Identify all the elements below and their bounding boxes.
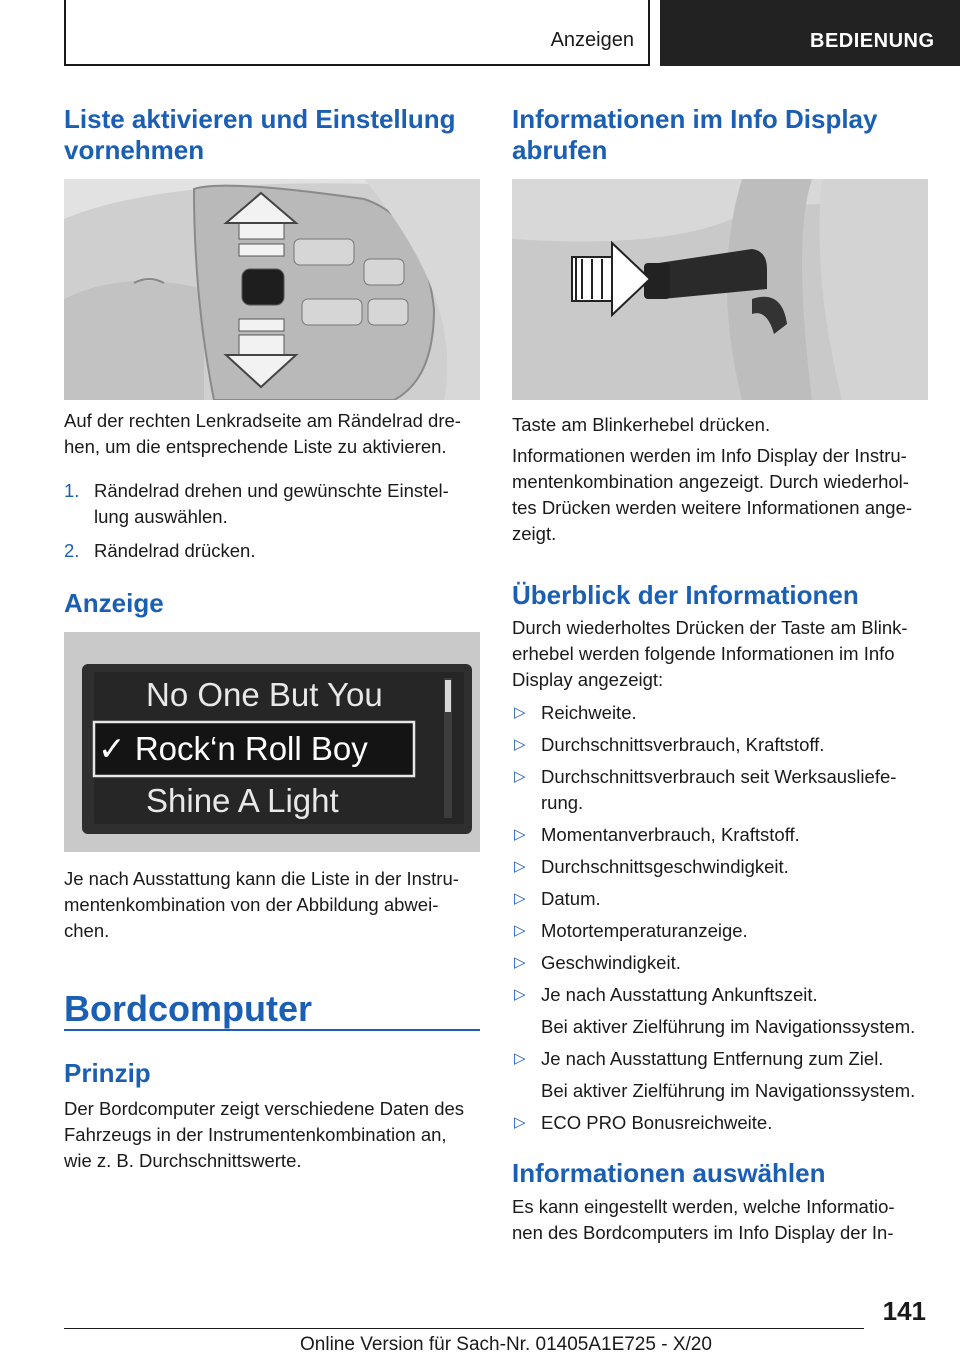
steering-wheel-figure <box>64 179 480 400</box>
triangle-bullet-icon: ▷ <box>514 1050 526 1067</box>
heading-prinzip: Prinzip <box>64 1058 151 1088</box>
display-figure <box>64 632 480 852</box>
paragraph-informationen: Informationen werden im Info Display der Instru- mentenkombination angezeigt. Durch wiederhol- tes Drücken werden weitere Informationen ange- zeigt. <box>512 445 913 544</box>
heading-info-display: Informationen im Info Display abrufen <box>512 104 878 165</box>
paragraph-taste: Taste am Blinkerhebel drücken. <box>512 414 771 435</box>
heading-rule <box>64 1029 480 1031</box>
list-item: ▷ Je nach Ausstattung Entfernung zum Ziel. <box>512 1046 928 1072</box>
info-list <box>512 700 928 1136</box>
list-item: ▷ ECO PRO Bonusreichweite. <box>512 1110 928 1136</box>
triangle-bullet-icon: ▷ <box>514 736 526 753</box>
list-item: ▷ Durchschnittsverbrauch, Kraftstoff. <box>512 732 928 758</box>
list-item: ▷ Motortemperaturanzeige. <box>512 918 928 944</box>
paragraph-lenkrad: Auf der rechten Lenkradseite am Rändelrad dre- hen, um die entsprechende Liste zu aktivieren. <box>64 410 461 457</box>
heading-ueberblick: Überblick der Informationen <box>512 580 859 610</box>
triangle-bullet-icon: ▷ <box>514 954 526 971</box>
paragraph-prinzip: Der Bordcomputer zeigt verschiedene Daten des Fahrzeugs in der Instrumentenkombination an, wie z. B. Durchschnittswerte. <box>64 1098 465 1171</box>
heading-anzeige: Anzeige <box>64 588 164 618</box>
list-item: ▷ Datum. <box>512 886 928 912</box>
triangle-bullet-icon: ▷ <box>514 826 526 843</box>
triangle-bullet-icon: ▷ <box>514 858 526 875</box>
step-item: 2. Rändelrad drücken. <box>64 540 256 561</box>
triangle-bullet-icon: ▷ <box>514 890 526 907</box>
triangle-bullet-icon: ▷ <box>514 986 526 1003</box>
steps-list <box>64 478 480 564</box>
list-item: ▷ Reichweite. <box>512 700 928 726</box>
turn-signal-lever-figure <box>512 179 928 400</box>
heading-bordcomputer: Bordcomputer <box>64 988 313 1029</box>
triangle-bullet-icon: ▷ <box>514 704 526 721</box>
heading-liste-aktivieren: Liste aktivieren und Einstellung vornehmen <box>64 104 456 165</box>
page-number: 141 <box>882 1296 926 1326</box>
heading-informationen-auswaehlen: Informationen auswählen <box>512 1158 826 1188</box>
header-chapter-tab: BEDIENUNG <box>660 0 960 66</box>
list-item: ▷ Durchschnittsverbrauch seit Werksausliefe- rung. <box>514 766 897 813</box>
triangle-bullet-icon: ▷ <box>514 768 526 785</box>
list-item: ▷ Je nach Ausstattung Ankunftszeit. <box>512 982 928 1008</box>
triangle-bullet-icon: ▷ <box>514 1114 526 1131</box>
display-item-3: Shine A Light <box>146 782 339 819</box>
online-version-note: Online Version für Sach-Nr. 01405A1E725 - X/20 <box>300 1334 712 1355</box>
paragraph-auswaehlen: Es kann eingestellt werden, welche Informatio- nen des Bordcomputers im Info Display der In- <box>512 1196 895 1243</box>
paragraph-ueberblick: Durch wiederholtes Drücken der Taste am Blink- erhebel werden folgende Informationen im Info Display angezeigt: <box>512 617 908 690</box>
display-item-1: No One But You <box>146 676 383 713</box>
list-item-note: Bei aktiver Zielführung im Navigationssystem. <box>541 1080 916 1101</box>
paragraph-ausstattung: Je nach Ausstattung kann die Liste in der Instru- mentenkombination von der Abbildung abwei- chen. <box>64 868 459 941</box>
list-item: ▷ Momentanverbrauch, Kraftstoff. <box>512 822 928 848</box>
display-item-2-selected: ✓ Rock‘n Roll Boy <box>98 730 368 767</box>
step-item: 1. Rändelrad drehen und gewünschte Einstel- lung auswählen. <box>64 480 449 527</box>
triangle-bullet-icon: ▷ <box>514 922 526 939</box>
header-section-box <box>64 0 650 66</box>
footer-rule <box>64 1328 864 1329</box>
list-item-note: Bei aktiver Zielführung im Navigationssystem. <box>541 1016 916 1037</box>
list-item: ▷ Geschwindigkeit. <box>512 950 928 976</box>
list-item: ▷ Durchschnittsgeschwindigkeit. <box>512 854 928 880</box>
header-section-title: Anzeigen <box>550 29 634 51</box>
